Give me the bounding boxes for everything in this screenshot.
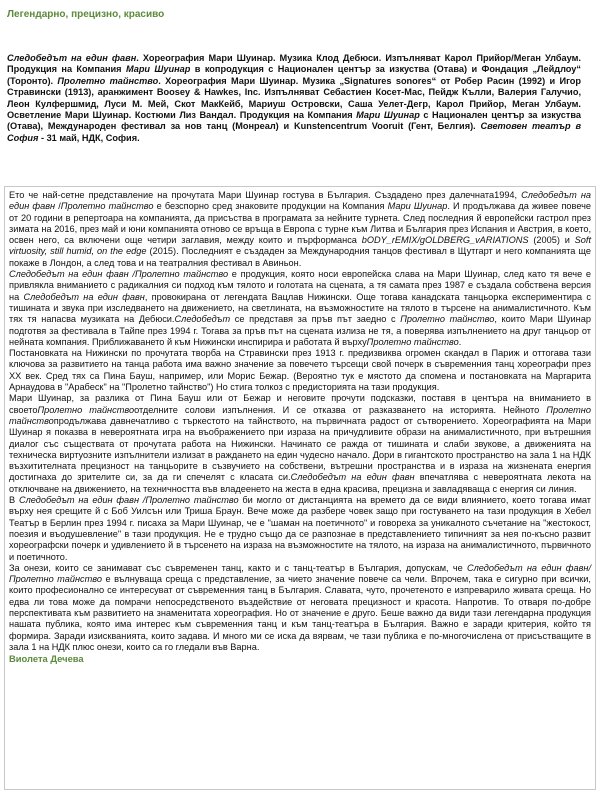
text-run: /	[55, 201, 61, 212]
italic-text-run: Следобедът на един фавн	[290, 472, 415, 483]
text-run: . Хореография Мари Шуинар. Музика Клод Дебюси. Изпълняват Карол Прийор/Меган Улбаум. Продукция на Компания	[7, 53, 581, 75]
italic-text-run: bODY_rEMIX/gOLDBERG_vARIATIONS	[361, 235, 529, 246]
italic-text-run: Следобедът на един фавн	[23, 291, 145, 302]
text-run: Мари Шуинар, за разлика от Пина Бауш или от Бежар и неговите прочути подсказки, поставя в центъра на вниманието в своето	[9, 393, 591, 415]
text-run: се представя за пръв път заедно с	[230, 314, 401, 325]
italic-text-run: Пролетно тайнство	[400, 314, 495, 325]
text-run: е продукция, която носи европейска слава на Мари Шуинар, след като тя вече е привлякла вниманието с радикалния си подход към тялото и голотата на сцената, а тя самата през 1987 е създала собствена версия на	[9, 269, 591, 302]
italic-text-run: Пролетно тайнство	[366, 336, 459, 347]
article-paragraph	[9, 190, 591, 269]
italic-text-run: Следобедът на един фавн /Пролетно тайнство	[18, 495, 239, 506]
text-run: отделните солови изпълнения. И се отказва от разказването на историята. Нейното	[134, 404, 547, 415]
text-run: В	[9, 495, 19, 506]
text-run: (2015). Последният е създаден за Международния танцов фестивал в Щутгарт и него компанията ще покаже в Лондон, а след това и на театралния фестивал в Авиньон.	[9, 246, 591, 268]
text-run: впечатлява с невероятната лекота на отключване на движението, на техничността във владеенето на жеста в една красива, прецизна и завладяваща с енергия си линия.	[9, 472, 591, 494]
text-run: (2005) и	[528, 235, 575, 246]
italic-text-run: Следобедът на един фавн /Пролетно тайнство	[9, 269, 229, 280]
italic-text-run: Следобедът на един фавн	[9, 190, 591, 212]
italic-text-run: Soft virtuosity, still humid, on the edge	[9, 235, 591, 257]
text-run: . И продължава да живее повече от 20 години в репертоара на компанията, да присъства в програмата за нейните турнета. След последния й европейски гастрол през зимата на 2016, през май и юни компанията отново се връща в Европа с турне към Литва и България през Испания и Австрия, в което, освен него, са включени още четири заглавия, между които и пърформанса	[9, 201, 592, 246]
text-run: Ето че най-сетне представление на прочутата Мари Шуинар гостува в България. Създадено през далечната1994,	[9, 190, 522, 200]
italic-text-run: Мари Шуинар	[125, 64, 191, 75]
article-paragraph	[9, 348, 591, 393]
text-run: би могло от дистанцията на времето да се види влиянието, което тогава имат върху нея срещите й с Боб Уилсън или Триша Браун. Вече може да разбере човек защо при гостуването на тази продукция в Хебел Театър в Берлин през 1994 г. писаха за Мари Шуинар, че е "шаман на поетичното" и говореха за уникалното съчетание на "жестокост, поезия и въодушевление" в тази продукция. Не е трудно също да се разпознае в представлението типичният за нея по-късно развит хореографски почерк и удивлението й в търсенето на израза на възможностите на тялото, на израза на анималистичното, първичното и поетичното.	[9, 495, 591, 562]
italic-text-run: Следобедът на един фавн	[7, 53, 137, 63]
italic-text-run: Пролетно тайнство	[57, 75, 159, 86]
article-paragraph	[9, 269, 591, 348]
article-body	[4, 186, 596, 790]
text-run: - 31 май, НДК, София.	[38, 132, 140, 143]
page-title: Легендарно, прецизно, красиво	[7, 9, 165, 20]
text-run: продължава давнечатливо с търкестото на тайнството, на първичната радост от сътворението. Хореографията на Мари Шуинар я показва в невероятната игра на въображението при израза на причудливите образи на анималистичното, при вътрешния диалог със съществата от прочутата работа на Нижински. Начинато се ражда от тишината и слаби звукове, а движенията на техническа виртуозните изпълнители излизат в раждането на един чудесно начало. Дори в гигантското пространство на зала 1 на НДК възхитителната прецизност на танцьорите в съзвучието на собствени, вътрешни пространства и в израза на жизнената енергия достигнаха до зрителите си, за да ги спечелят с класата си.	[9, 415, 591, 483]
text-run: .	[458, 336, 462, 347]
text-run: За онези, които се занимават със съвременен танц, както и с танц-театър в България, допускам, че	[9, 562, 467, 573]
text-run: Постановката на Нижински по прочутата творба на Стравински през 1913 г. предизвиква огромен скандал в Париж и оттогава тази ключова за развитието на танца работа има важно значение за повечето търсещи свой почерк в съвременния танц хореографи през XX век. Сред тях са Пина Бауш, например, или Морис Бежар. (Вероятно тук е мястото да спомена и постановката на Маргарита Арнаудова в "Арабеск" на "Пролетно тайнство") Но стига толкоз с предисторията на тази продукция.	[9, 348, 591, 393]
article-paragraph	[9, 563, 591, 653]
text-run: , които Мари Шуинар подготвя за фестивала в Тайпе през 1994 г. Тогава за пръв път на сцената излиза не тя, а поверява изпълнението на друг танцьор от нейната компания. Приближаването й към Нижински инспирира и работата й върху	[9, 314, 591, 347]
article-paragraph	[9, 495, 591, 563]
italic-text-run: Мари Шуинар	[356, 110, 420, 121]
text-run: . Хореография Мари Шуинар. Музика „Signatures sonores“ от Робер Расин (1992) и Игор Стравински (1913), аранжимент Boosey & Hawkes, Inc. Изпълняват Себастиен Косет-Мас, Пейдж Кълли, Валерия Галучио, Леон Кулфершмид, Луси М. Мей, Скот МакКейб, Мариуш Островски, Саша Уелет-Дегр, Карол Прийор, Меган Улбаум. Осветление Мари Шуинар. Костюми Лиз Вандал. Продукция на Компания	[7, 75, 582, 121]
author-signature: Виолета Дечева	[9, 653, 84, 665]
italic-text-run: Мари Шуинар	[387, 201, 448, 212]
italic-text-run: Пролетно тайнство	[60, 201, 154, 212]
italic-text-run: Световен театър в София	[7, 121, 581, 143]
text-run: е безспорно сред знаковите продукции на Компания	[153, 201, 388, 212]
italic-text-run: Следобедът	[174, 314, 231, 325]
text-run: е вълнуваща среща с представление, за чието значение повече са чели. Впрочем, така е сигурно при всички, които професионално се интересуват от съвременния танц в България. Славата, чуто, прочетеното е изпреварило живата среща. Но едва ли това може да помрачи непосредственото въздействие от неговата прецизност и красота. Напротив. То отваря по-добре перспективата към развитието на знаменитата хореография. Но от значение е друго. Беше важно да види тази легендарна продукция нашата публика, която има интерес към съвременния танц и към танц-театъра в България. Важно е заради критерия, който тя формира. Заради изискванията, които задава. И много ми се иска да вярвам, че тази публика е по-многочислена от присъстващите в зала 1 на НДК плюс онези, които са го гледали във Варна.	[9, 574, 591, 652]
article-paragraph	[9, 393, 591, 495]
italic-text-run: Пролетно тайнство	[9, 404, 591, 426]
text-run: с Национален център за изкуства (Отава), Международен фестивал за нов танц (Монреал) и Kunstencentrum Vooruit (Гент, Белгия).	[7, 110, 582, 132]
text-run: , провокирана от легендата Вацлав Нижински. Още тогава канадската танцьорка експериментира с тишината и звука при изследването на движението, на светлината, на възможностите на тялото в търсене на анималистичното. Към тях тя напасва музиката на Дебюси.	[9, 291, 591, 325]
credits-block	[7, 53, 581, 144]
italic-text-run: Пролетно тайнство	[37, 404, 135, 415]
text-run: в копродукция с Национален център за изкуства (Отава) и Фондация „Лейдлоу“ (Торонто).	[7, 64, 581, 86]
italic-text-run: Следобедът на един фавн/Пролетно тайнство	[9, 562, 591, 585]
